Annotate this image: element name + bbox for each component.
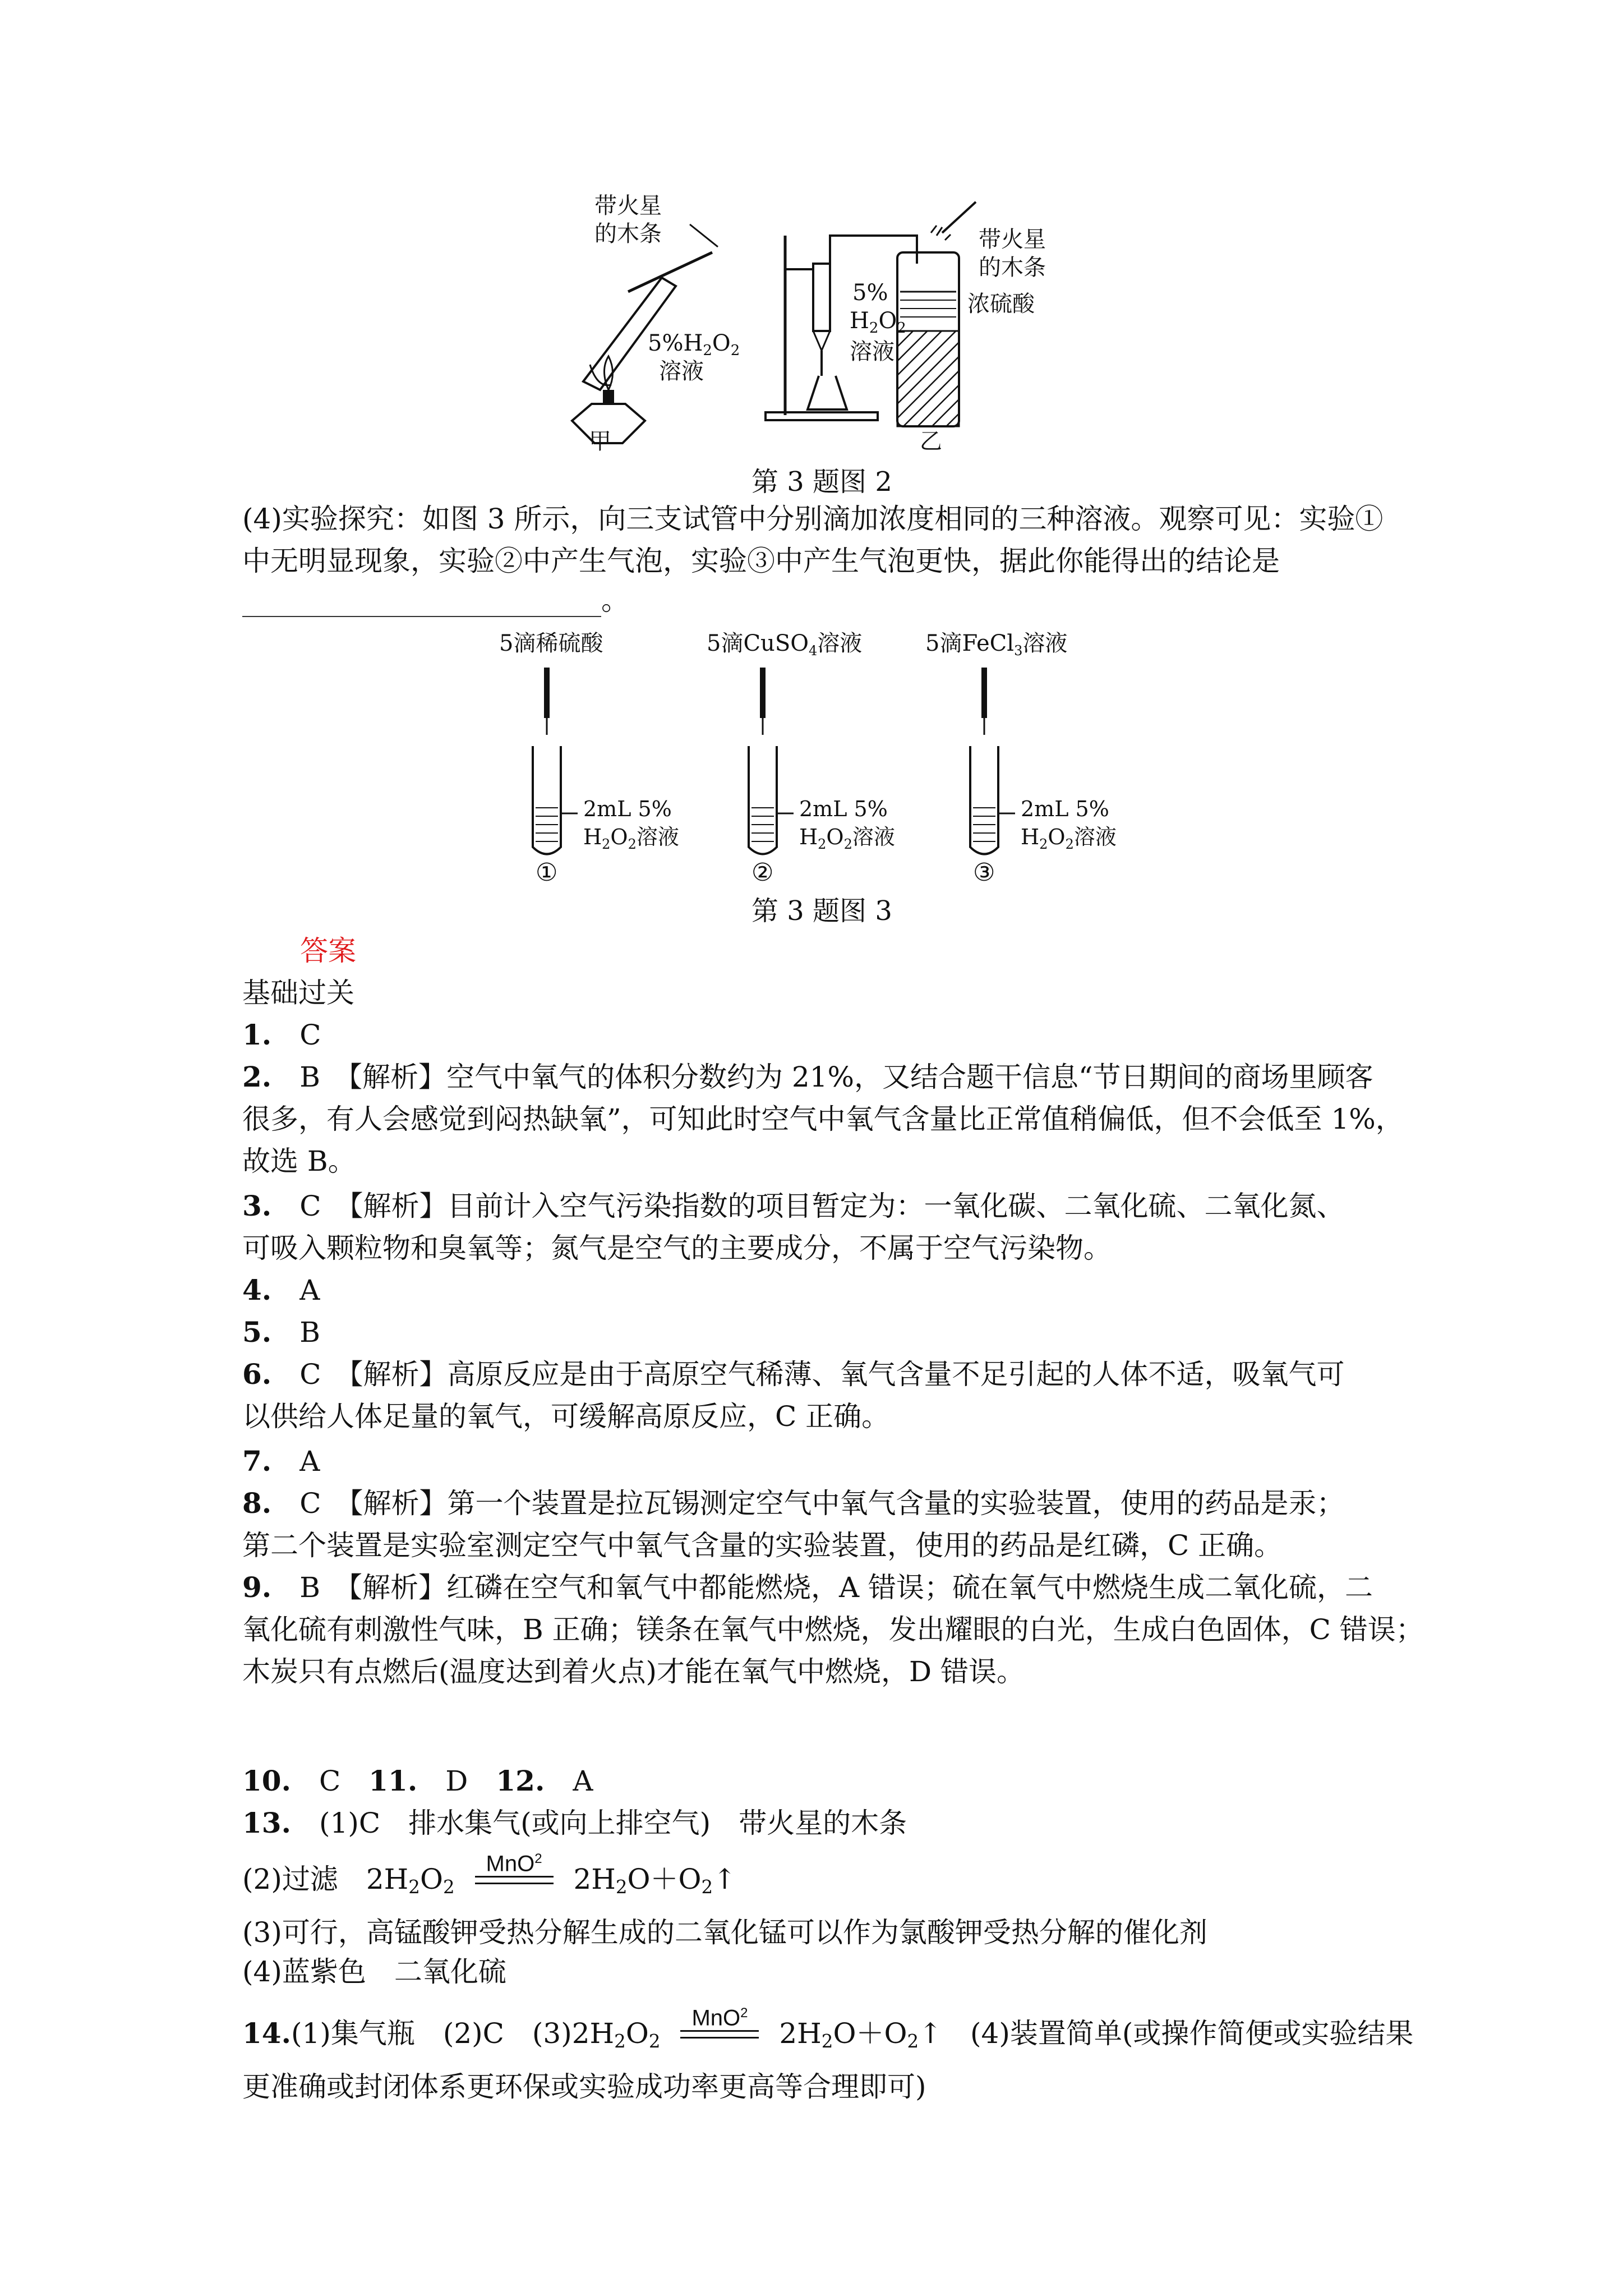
answer-10-value: C xyxy=(319,1765,341,1797)
answer-text: B 【解析】红磷在空气和氧气中都能燃烧，A 错误；硫在氧气中燃烧生成二氧化硫，二 xyxy=(299,1571,1373,1604)
answer-12-num: 12. xyxy=(496,1764,545,1797)
eq14-product-sub: 2 xyxy=(821,2031,833,2053)
answer-text: C 【解析】目前计入空气污染指数的项目暂定为：一氧化碳、二氧化硫、二氧化氮、 xyxy=(299,1190,1345,1222)
answer-14-line-1 xyxy=(242,2005,1414,2058)
label-yi-acid: 浓硫酸 xyxy=(967,291,1035,317)
answer-line xyxy=(242,1315,320,1349)
eq14-sub-1: 2 xyxy=(614,2031,626,2053)
tube-3-solution: $H_2O_2$溶液 xyxy=(1021,825,1117,852)
tube-3-reagent: 5滴FeCl$_3$溶液 xyxy=(925,631,1068,659)
eq14-gas-arrow: ↑ xyxy=(919,2017,943,2050)
answer-13-part-1 xyxy=(242,1806,907,1840)
eq13-product-sub: 2 xyxy=(615,1876,628,1898)
answer-10-num: 10. xyxy=(242,1764,291,1797)
answer-14-p4: (4)装置简单(或操作简便或实验结果 xyxy=(970,2017,1414,2050)
q4-period: 。 xyxy=(601,584,629,616)
figure-2-apparatus xyxy=(550,180,1088,454)
eq13-catalyst: MnO$^2$ xyxy=(486,1851,542,1876)
eq13-sub-2: 2 xyxy=(442,1876,455,1898)
answer-13-p1: (1)C 排水集气(或向上排空气) 带火星的木条 xyxy=(319,1807,907,1839)
answer-13-num: 13. xyxy=(242,1806,291,1839)
eq14-product-b: O＋O xyxy=(833,2017,907,2050)
answer-10-12 xyxy=(242,1764,593,1798)
answer-text: C 【解析】第一个装置是拉瓦锡测定空气中氧气含量的实验装置，使用的药品是汞； xyxy=(299,1487,1345,1520)
label-yi-percent: 5% xyxy=(852,280,888,306)
label-jia-solution: 溶液 xyxy=(659,358,704,384)
answer-14-line-2: 更准确或封闭体系更环保或实验成功率更高等合理即可) xyxy=(242,2070,926,2103)
answer-text: 可吸入颗粒物和臭氧等；氮气是空气的主要成分，不属于空气污染物。 xyxy=(242,1232,1112,1264)
tube-2-reagent: 5滴CuSO$_4$溶液 xyxy=(707,631,863,659)
label-jia-h2o2: $5\%H_2O_2$ xyxy=(648,330,740,359)
eq13-reactant-a: (2)过滤 2H xyxy=(242,1863,409,1895)
answer-number: 3. xyxy=(242,1189,272,1222)
answer-11-value: D xyxy=(445,1765,468,1797)
answer-text: B 【解析】空气中氧气的体积分数约为 21%，又结合题干信息“节日期间的商场里顾客 xyxy=(299,1061,1373,1093)
figure-2-caption: 第 3 题图 2 xyxy=(751,466,892,498)
eq14-catalyst: MnO$^2$ xyxy=(691,2005,748,2031)
section-heading: 基础过关 xyxy=(242,977,354,1009)
answer-number: 7. xyxy=(242,1444,272,1478)
eq14-product-sub-2: 2 xyxy=(907,2031,919,2053)
label-yi-splint-2: 的木条 xyxy=(979,255,1046,280)
answer-number: 8. xyxy=(242,1487,272,1520)
answer-number: 1. xyxy=(242,1018,272,1051)
test-tube-1 xyxy=(499,631,679,887)
label-yi-h2o2: $H_2O_2$ xyxy=(850,308,906,337)
apparatus-jia xyxy=(572,193,740,454)
tube-1-number: ① xyxy=(536,858,558,887)
answer-line xyxy=(242,1102,1404,1136)
answer-line xyxy=(242,1189,1344,1223)
answer-text: C 【解析】高原反应是由于高原空气稀薄、氧气含量不足引起的人体不适，吸氧气可 xyxy=(299,1358,1345,1391)
eq14-product-a: 2H xyxy=(779,2017,822,2050)
answer-line xyxy=(242,1571,1373,1604)
answer-line xyxy=(242,1613,1424,1646)
answer-text: 很多，有人会感觉到闷热缺氧”，可知此时空气中氧气含量比正常值稍偏低，但不会低至 1%， xyxy=(242,1103,1404,1135)
eq13-sub-1: 2 xyxy=(408,1876,420,1898)
eq14-sub-2: 2 xyxy=(648,2031,661,2053)
eq13-catalyst-sign xyxy=(475,1851,554,1898)
tube-3-volume: 2mL 5% xyxy=(1021,797,1109,821)
answer-line xyxy=(242,1444,320,1478)
answer-line xyxy=(242,1060,1373,1094)
answer-text: C xyxy=(299,1019,321,1051)
answer-line xyxy=(242,1144,356,1178)
eq13-product-sub-2: 2 xyxy=(701,1876,713,1898)
answer-text: B xyxy=(299,1316,320,1349)
answer-13-part-4: (4)蓝紫色 二氧化硫 xyxy=(242,1955,506,1988)
figure-3-test-tubes xyxy=(488,623,1161,892)
eq13-reactant-o: O xyxy=(419,1863,443,1895)
tube-3-number: ③ xyxy=(973,858,995,887)
answer-line xyxy=(242,1018,321,1052)
eq13-product-b: O＋O xyxy=(627,1863,702,1895)
answer-number: 9. xyxy=(242,1571,272,1604)
tube-1-volume: 2mL 5% xyxy=(583,797,672,821)
answer-14-num: 14. xyxy=(242,2017,291,2050)
label-jia-splint-1: 带火星 xyxy=(594,193,662,219)
label-yi-splint-1: 带火星 xyxy=(979,227,1046,252)
answer-11-num: 11. xyxy=(368,1764,418,1797)
answer-line xyxy=(242,1487,1344,1520)
tube-2-solution: $H_2O_2$溶液 xyxy=(799,825,895,852)
answer-12-value: A xyxy=(573,1765,593,1797)
q4-line-2: 中无明显现象，实验②中产生气泡，实验③中产生气泡更快，据此你能得出的结论是 xyxy=(242,545,1280,577)
tube-1-solution: $H_2O_2$溶液 xyxy=(583,825,679,852)
answer-text: 故选 B。 xyxy=(242,1145,356,1177)
answer-line xyxy=(242,1400,889,1433)
label-jia: 甲 xyxy=(589,429,611,454)
answer-text: 第二个装置是实验室测定空气中氧气含量的实验装置，使用的药品是红磷，C 正确。 xyxy=(242,1529,1283,1562)
answer-text: A xyxy=(299,1445,320,1478)
label-yi: 乙 xyxy=(920,429,942,454)
answer-line xyxy=(242,1273,320,1307)
answer-text: 氧化硫有刺激性气味，B 正确；镁条在氧气中燃烧，发出耀眼的白光，生成白色固体，C 错误； xyxy=(242,1613,1424,1646)
eq13-gas-arrow: ↑ xyxy=(713,1863,737,1895)
answer-line xyxy=(242,1529,1282,1562)
tube-2-volume: 2mL 5% xyxy=(799,797,888,821)
q4-line-3 xyxy=(242,583,629,617)
answer-13-equation xyxy=(242,1851,737,1904)
answer-line xyxy=(242,1358,1344,1391)
answer-blank xyxy=(242,591,601,617)
answer-number: 4. xyxy=(242,1273,272,1306)
answer-line xyxy=(242,1655,1025,1688)
figure-3-caption: 第 3 题图 3 xyxy=(751,895,892,927)
answer-number: 6. xyxy=(242,1358,272,1391)
label-jia-splint-2: 的木条 xyxy=(594,221,662,247)
answer-line xyxy=(242,1231,1112,1265)
answer-number: 5. xyxy=(242,1315,272,1349)
label-yi-solution: 溶液 xyxy=(850,339,895,365)
apparatus-yi xyxy=(766,202,1046,454)
test-tube-3 xyxy=(925,631,1117,887)
answer-14-p1: (1)集气瓶 (2)C (3)2H xyxy=(291,2017,615,2050)
answer-heading: 答案 xyxy=(300,935,356,967)
eq13-product-a: 2H xyxy=(573,1863,616,1895)
eq14-catalyst-sign xyxy=(680,2005,759,2053)
q4-line-1: (4)实验探究：如图 3 所示，向三支试管中分别滴加浓度相同的三种溶液。观察可见：实验① xyxy=(242,503,1384,535)
eq14-o: O xyxy=(625,2017,649,2050)
answer-number: 2. xyxy=(242,1060,272,1093)
answer-text: 木炭只有点燃后(温度达到着火点)才能在氧气中燃烧，D 错误。 xyxy=(242,1655,1025,1688)
test-tube-2 xyxy=(707,631,895,887)
answer-text: 以供给人体足量的氧气，可缓解高原反应，C 正确。 xyxy=(242,1400,890,1433)
answer-text: A xyxy=(299,1274,320,1306)
tube-1-reagent: 5滴稀硫酸 xyxy=(499,631,603,656)
answer-13-part-3: (3)可行，高锰酸钾受热分解生成的二氧化锰可以作为氯酸钾受热分解的催化剂 xyxy=(242,1916,1207,1949)
tube-2-number: ② xyxy=(751,858,774,887)
